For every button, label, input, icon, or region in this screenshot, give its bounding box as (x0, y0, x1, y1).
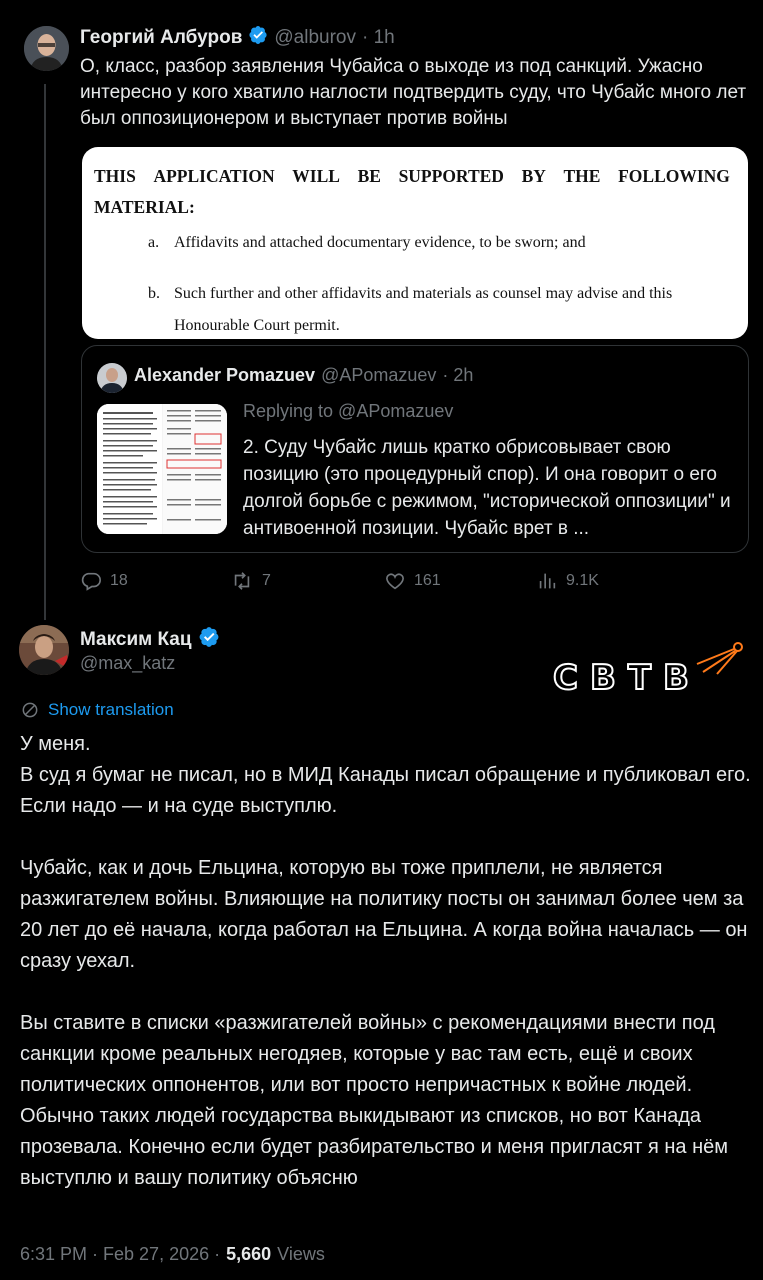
show-translation-link[interactable] (20, 700, 174, 720)
quote-replying-to[interactable]: Replying to @APomazuev (243, 401, 454, 421)
doc-item-a-marker: a. (148, 234, 160, 251)
sputnik-icon (693, 640, 745, 676)
main-author-name[interactable]: Максим Кац (80, 629, 192, 650)
analytics-icon (536, 570, 558, 592)
main-timestamp[interactable]: 6:31 PM · Feb 27, 2026 · (20, 1244, 221, 1264)
heart-icon (384, 570, 406, 592)
main-author-row (80, 626, 220, 654)
doc-heading (94, 161, 730, 223)
quote-thumbnail[interactable] (97, 404, 227, 534)
like-count: 161 (414, 572, 441, 589)
quote-text: 2. Суду Чубайс лишь кратко обрисовывает свою позицию (это процедурный спор). И она говорит о его долгой борьбе с режимом, "исторической оппозиции" и антивоенной позиции. Чубайс врет в ... (243, 437, 731, 539)
doc-heading-line1: THIS APPLICATION WILL BE SUPPORTED BY THE FOLLOWING (94, 166, 730, 186)
like-button[interactable] (384, 570, 441, 592)
doc-item-b-line1: Such further and other affidavits and materials as counsel may advise and this (174, 285, 673, 302)
avatar-alburov[interactable] (24, 26, 69, 71)
main-tweet-meta (20, 1244, 325, 1265)
repost-icon (230, 570, 254, 592)
quote-tweet-card[interactable] (81, 345, 749, 553)
main-paragraph-3: Вы ставите в списки «разжигателей войны» с рекомендациями внести под санкции кроме реальных негодяев, которые у вас там есть, ещё и своих политических оппонентов, или вот просто непричастных к войне людей. Обычно таких людей государства выкидывают из списков, но вот Канада прозевала. Конечно если будет разбирательство и меня пригласят я на нём выступлю и вашу политику объясню (20, 1012, 728, 1189)
reply-icon (80, 570, 102, 592)
tweet-text: О, класс, разбор заявления Чубайса о выходе из под санкций. Ужасно интересно у кого хватило наглости подтвердить суду, что Чубайс много лет был оппозиционером и выступает против войны (80, 56, 747, 129)
quote-time: · 2h (442, 365, 474, 385)
quote-header (134, 365, 473, 386)
main-paragraph-1: У меня. В суд я бумаг не писал, но в МИД Канады писал обращение и публиковал его. Если надо — и на суде выступлю. (20, 733, 751, 817)
tweet-header (80, 26, 395, 50)
repost-button[interactable] (230, 570, 271, 592)
watermark-text: СВТВ (553, 658, 701, 698)
verified-badge-icon (248, 25, 268, 51)
document-image[interactable] (82, 147, 748, 339)
main-tweet-text (20, 729, 755, 1194)
avatar-katz[interactable] (19, 625, 69, 675)
quote-author-handle[interactable]: @APomazuev (321, 365, 437, 385)
views-count: 9.1K (566, 572, 599, 589)
reply-count: 18 (110, 572, 128, 589)
author-handle[interactable]: @alburov (274, 27, 356, 48)
tweet-time[interactable]: · 1h (361, 27, 395, 48)
quote-author-name[interactable]: Alexander Pomazuev (134, 365, 316, 385)
doc-item-a-text: Affidavits and attached documentary evidence, to be sworn; and (174, 234, 586, 251)
translate-icon (20, 700, 40, 720)
quote-avatar (97, 363, 127, 393)
views-button[interactable] (536, 570, 599, 592)
doc-item-a (148, 234, 586, 252)
thread-line (44, 84, 46, 620)
doc-item-b-marker: b. (148, 285, 160, 302)
svtv-watermark-logo (553, 640, 748, 698)
repost-count: 7 (262, 572, 271, 589)
doc-item-b (148, 278, 672, 342)
doc-item-b-line2: Honourable Court permit. (174, 317, 340, 334)
doc-heading-line2: MATERIAL: (94, 197, 195, 217)
reply-button[interactable] (80, 570, 128, 592)
main-author-handle[interactable]: @max_katz (80, 653, 176, 673)
main-views-label: Views (277, 1244, 325, 1264)
main-verified-badge-icon (198, 626, 220, 654)
main-views-count: 5,660 (226, 1244, 272, 1264)
action-bar (80, 570, 740, 594)
show-translation-label[interactable]: Show translation (48, 700, 174, 719)
author-name[interactable]: Георгий Албуров (80, 27, 243, 48)
main-paragraph-2: Чубайс, как и дочь Ельцина, которую вы тоже приплели, не является разжигателем войны. Влияющие на политику посты он занимал более чем за 20 лет до её начала, когда работал на Ельцина. А когда война началась — он сразу уехал. (20, 857, 748, 972)
